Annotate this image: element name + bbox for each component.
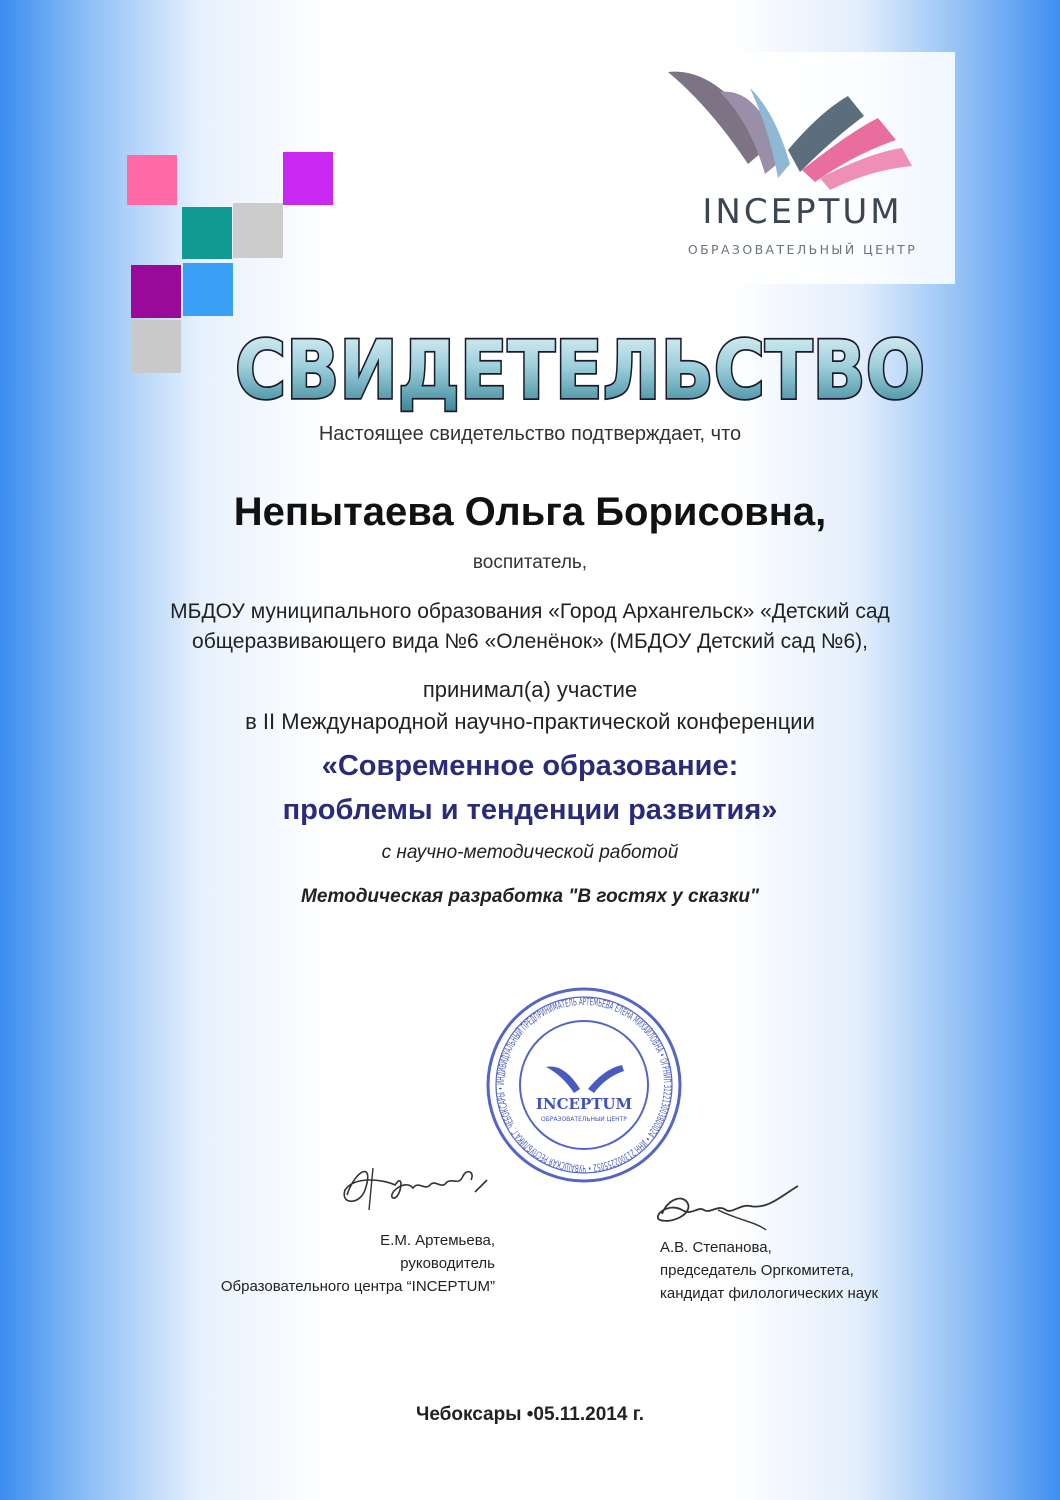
organization-line-2: общеразвивающего вида №6 «Оленёнок» (МБДОУ Детский сад №6),: [192, 630, 868, 653]
stamp-subtitle: ОБРАЗОВАТЕЛЬНЫЙ ЦЕНТР: [541, 1116, 627, 1123]
conference-line-2: проблемы и тенденции развития»: [282, 794, 778, 826]
organization: [0, 597, 1060, 657]
participation-line-2: в II Международной научно-практической конференции: [245, 709, 815, 734]
participation: [0, 674, 1060, 738]
stamp-book-icon: [546, 1065, 624, 1093]
left-signer-name: Е.М. Артемьева,: [380, 1232, 495, 1249]
square-gray-top: [233, 203, 283, 258]
inceptum-logo: [650, 52, 955, 284]
square-blue: [183, 263, 233, 316]
footer-city-date: Чебоксары •05.11.2014 г.: [415, 1404, 644, 1425]
conference-title: [0, 744, 1060, 832]
title-text: СВИДЕТЕЛЬСТВО: [235, 324, 925, 417]
square-magenta: [283, 152, 333, 205]
right-signer-degree: кандидат филологических наук: [660, 1285, 879, 1302]
certificate-title: [230, 318, 930, 418]
left-signer-org: Образовательного центра “INCEPTUM”: [220, 1278, 495, 1295]
intro-text: Настоящее свидетельство подтверждает, что: [318, 423, 742, 445]
signature-block-left: [221, 1229, 495, 1298]
recipient-name: Непытаева Ольга Борисовна,: [233, 490, 827, 534]
stamp-ring-text: ИНДИВИДУАЛЬНЫЙ ПРЕДПРИНИМАТЕЛЬ АРТЕМЬЕВА ЕЛЕНА МИХАЙЛОВНА • ОГРНИП 312213003800024 • ИНН 213002255052 • ЧУВАШСКАЯ РЕСПУБЛИКА Г. ЧЕБОКСАРЫ •: [495, 996, 673, 1174]
logo-subtitle: ОБРАЗОВАТЕЛЬНЫЙ ЦЕНТР: [687, 242, 918, 257]
conference-line-1: «Современное образование:: [321, 750, 739, 782]
official-stamp: [484, 985, 684, 1185]
logo-brand: INCEPTUM: [702, 192, 903, 232]
organization-line-1: МБДОУ муниципального образования «Город Архангельск» «Детский сад: [170, 600, 890, 623]
work-title: Методическая разработка "В гостях у сказки": [301, 886, 759, 907]
square-purple: [131, 265, 181, 318]
participation-line-1: принимал(а) участие: [422, 677, 638, 702]
signature-artemyeva: [335, 1150, 495, 1220]
square-teal: [182, 207, 232, 259]
left-signer-role: руководитель: [400, 1255, 495, 1272]
signature-stepanova: [648, 1180, 808, 1240]
recipient-position: воспитатель,: [472, 552, 588, 573]
right-signer-role: председатель Оргкомитета,: [660, 1262, 854, 1279]
signature-block-right: [660, 1236, 878, 1305]
stamp-brand: INCEPTUM: [535, 1095, 633, 1113]
book-pages-icon: [650, 52, 955, 192]
with-work-text: с научно-методической работой: [381, 842, 679, 863]
square-gray-bottom: [131, 320, 181, 373]
square-pink: [127, 155, 177, 205]
right-signer-name: А.В. Степанова,: [660, 1239, 772, 1256]
